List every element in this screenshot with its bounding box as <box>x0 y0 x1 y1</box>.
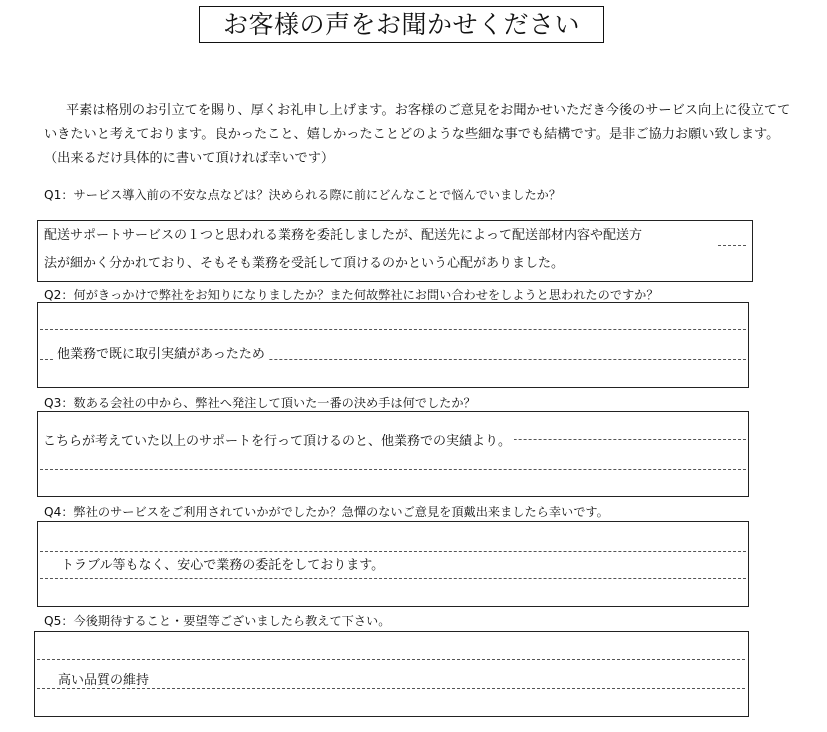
answer-4: トラブル等もなく、安心で業務の委託をしております。 <box>58 554 387 573</box>
answer-1-line-2: 法が細かく分かれており、そもそも業務を受託して頂けるのかという心配がありました。 <box>44 256 565 271</box>
question-5: Q5：今後期待すること・要望等ございましたら教えて下さい。 <box>44 614 391 628</box>
answer-box-3 <box>37 411 749 497</box>
question-2: Q2：何がきっかけで弊社をお知りになりましたか？また何故弊社にお問い合わせをしようと思われたのですか？ <box>44 288 659 302</box>
question-1: Q1：サービス導入前の不安な点などは？決められる際に前にどんなことで悩んでいましたか？ <box>44 188 562 202</box>
answer-box-1 <box>37 220 753 282</box>
answer-line <box>37 688 745 689</box>
answer-box-5 <box>34 631 749 717</box>
answer-line <box>40 469 746 470</box>
answer-1-line-1: 配送サポートサービスの１つと思われる業務を委託しましたが、配送先によって配送部材内容や配送方 <box>44 228 643 243</box>
page-title: お客様の声をお聞かせください <box>199 6 604 43</box>
answer-3: こちらが考えていた以上のサポートを行って頂けるのと、他業務での実績より。 <box>40 430 514 449</box>
answer-box-2 <box>37 302 749 388</box>
answer-2: 他業務で既に取引実績があったため <box>54 343 268 362</box>
answer-line <box>37 659 745 660</box>
answer-line <box>40 578 746 579</box>
question-4: Q4：弊社のサービスをご利用されていかがでしたか？急憚のないご意見を頂戴出来ましたら幸いです。 <box>44 505 609 519</box>
answer-5: 高い品質の維持 <box>55 669 152 688</box>
question-3: Q3：数ある会社の中から、弊社へ発注して頂いた一番の決め手は何でしたか？ <box>44 396 476 410</box>
answer-box-4 <box>37 521 749 607</box>
answer-line <box>40 329 746 330</box>
intro-text: 平素は格別のお引立てを賜り、厚くお礼申し上げます。お客様のご意見をお聞かせいただき今後のサービス向上に役立てていきたいと考えております。良かったこと、嬉しかったことどのような些細な事でも結構です。是非ご協力お願い致します。（出来るだけ具体的に書いて頂ければ幸いです） <box>44 103 791 166</box>
answer-line <box>40 551 746 552</box>
